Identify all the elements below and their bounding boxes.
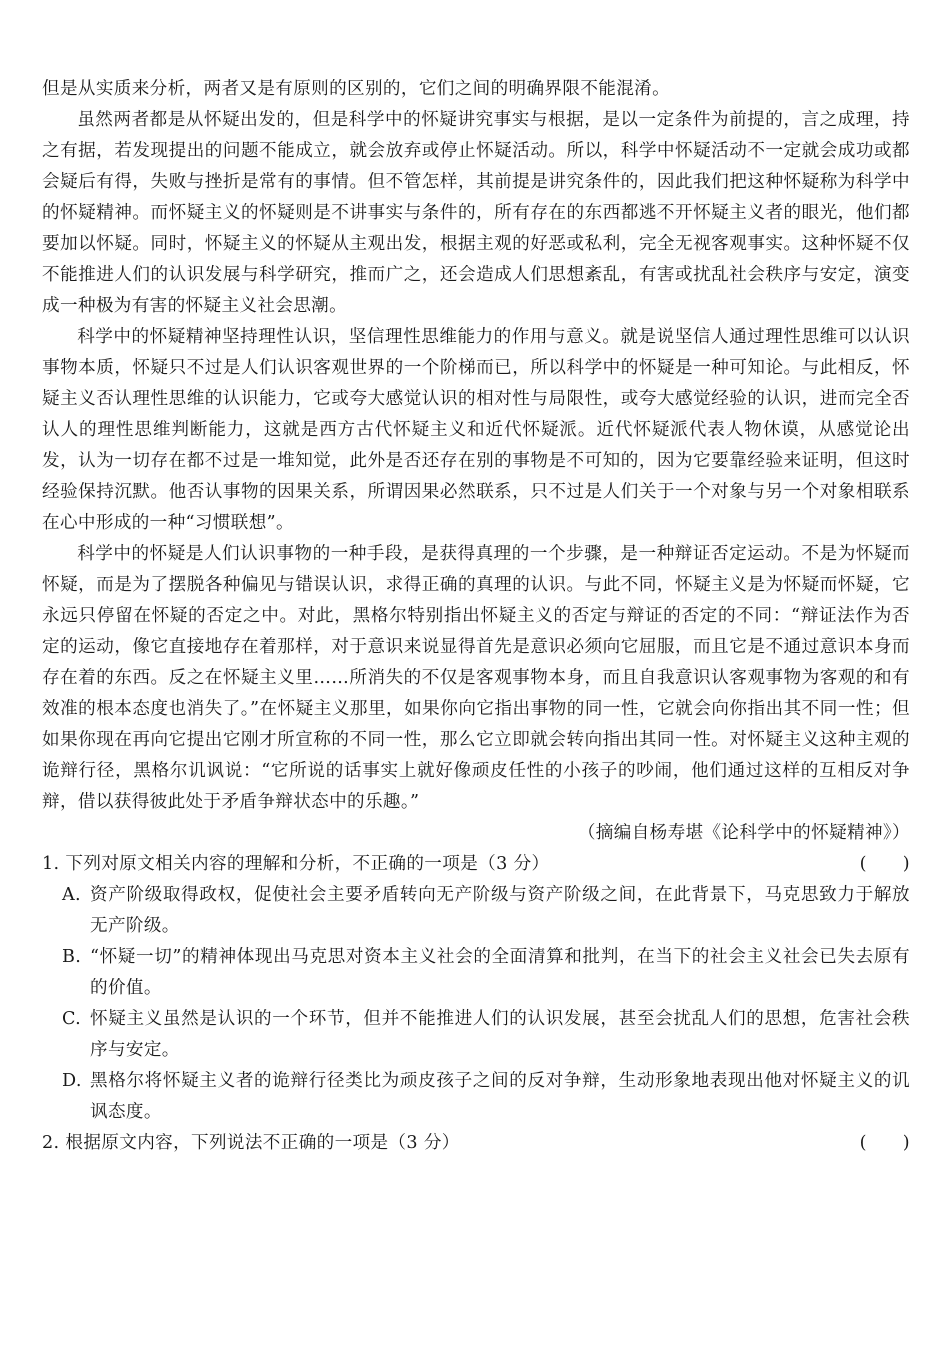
option-label: A. (62, 885, 81, 905)
question-1-option-a (42, 880, 910, 942)
question-1-option-d (42, 1066, 910, 1128)
option-text: “怀疑一切”的精神体现出马克思对资本主义社会的全面清算和批判，在当下的社会主义社会已失去原有的价值。 (90, 947, 910, 998)
question-2-answer-blank: ( ) (859, 1133, 910, 1153)
question-1-answer-blank: ( ) (859, 854, 910, 874)
passage-paragraph-3: 科学中的怀疑是人们认识事物的一种手段，是获得真理的一个步骤，是一种辩证否定运动。不是为怀疑而怀疑，而是为了摆脱各种偏见与错误认识，求得正确的真理的认识。与此不同，怀疑主义是为怀疑而怀疑，它永远只停留在怀疑的否定之中。对此，黑格尔特别指出怀疑主义的否定与辩证的否定的不同：“辩证法作为否定的运动，像它直接地存在着那样，对于意识来说显得首先是意识必须向它屈服，而且它是不通过意识本身而存在着的东西。反之在怀疑主义里……所消失的不仅是客观事物本身，而且自我意识认客观事物为客观的和有效准的根本态度也消失了。”在怀疑主义那里，如果你向它指出事物的同一性，它就会向你指出其不同一性；但如果你现在再向它提出它刚才所宣称的不同一性，那么它立即就会转向指出其同一性。对怀疑主义这种主观的诡辩行径，黑格尔讥讽说：“它所说的话事实上就好像顽皮任性的小孩子的吵闹，他们通过这样的互相反对争辩，借以获得彼此处于矛盾争辩状态中的乐趣。” (42, 544, 910, 812)
exam-page (42, 74, 910, 1159)
option-label: B. (62, 947, 82, 967)
option-text: 黑格尔将怀疑主义者的诡辩行径类比为顽皮孩子之间的反对争辩，生动形象地表现出他对怀疑主义的讥讽态度。 (90, 1071, 910, 1122)
passage-paragraph-1: 虽然两者都是从怀疑出发的，但是科学中的怀疑讲究事实与根据，是以一定条件为前提的，言之成理，持之有据，若发现提出的问题不能成立，就会放弃或停止怀疑活动。所以，科学中怀疑活动不一定就会成功或都会疑后有得，失败与挫折是常有的事情。但不管怎样，其前提是讲究条件的，因此我们把这种怀疑称为科学中的怀疑精神。而怀疑主义的怀疑则是不讲事实与条件的，所有存在的东西都逃不开怀疑主义者的眼光，他们都要加以怀疑。同时，怀疑主义的怀疑从主观出发，根据主观的好恶或私利，完全无视客观事实。这种怀疑不仅不能推进人们的认识发展与科学研究，推而广之，还会造成人们思想紊乱，有害或扰乱社会秩序与安定，演变成一种极为有害的怀疑主义社会思潮。 (42, 110, 910, 316)
option-label: D. (62, 1071, 82, 1091)
question-1-option-b (42, 942, 910, 1004)
question-1-stem: 1. 下列对原文相关内容的理解和分析，不正确的一项是（3 分） (42, 854, 550, 874)
option-label: C. (62, 1009, 82, 1029)
question-2-stem: 2. 根据原文内容，下列说法不正确的一项是（3 分） (42, 1133, 460, 1153)
option-text: 资产阶级取得政权，促使社会主要矛盾转向无产阶级与资产阶级之间，在此背景下，马克思致力于解放无产阶级。 (90, 885, 910, 936)
question-2 (42, 1128, 910, 1159)
passage-paragraph-2: 科学中的怀疑精神坚持理性认识，坚信理性思维能力的作用与意义。就是说坚信人通过理性思维可以认识事物本质，怀疑只不过是人们认识客观世界的一个阶梯而已，所以科学中的怀疑是一种可知论。与此相反，怀疑主义否认理性思维的认识能力，它或夸大感觉认识的相对性与局限性，或夸大感觉经验的认识，进而完全否认人的理性思维判断能力，这就是西方古代怀疑主义和近代怀疑派。近代怀疑派代表人物休谟，从感觉论出发，认为一切存在都不过是一堆知觉，此外是否还存在别的事物是不可知的，因为它要靠经验来证明，但这时经验保持沉默。他否认事物的因果关系，所谓因果必然联系，只不过是人们关于一个对象与另一个对象相联系在心中形成的一种“习惯联想”。 (42, 327, 910, 533)
option-text: 怀疑主义虽然是认识的一个环节，但并不能推进人们的认识发展，甚至会扰乱人们的思想，危害社会秩序与安定。 (90, 1009, 910, 1060)
question-1 (42, 849, 910, 880)
question-1-option-c (42, 1004, 910, 1066)
passage-source: （摘编自杨寿堪《论科学中的怀疑精神》） (577, 823, 910, 843)
passage-paragraph-0: 但是从实质来分析，两者又是有原则的区别的，它们之间的明确界限不能混淆。 (42, 79, 671, 99)
